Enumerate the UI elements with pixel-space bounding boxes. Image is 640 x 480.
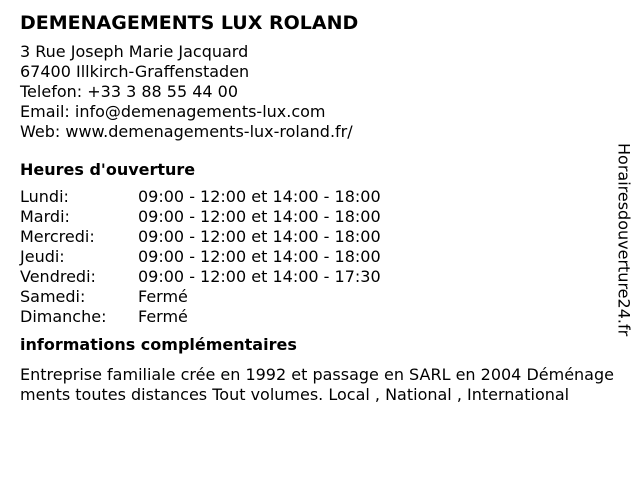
address-city: 67400 Illkirch-Graffenstaden <box>20 62 250 81</box>
phone: Telefon: +33 3 88 55 44 00 <box>20 82 239 101</box>
day-hours: 09:00 - 12:00 et 14:00 - 17:30 <box>138 267 381 286</box>
day-label: Samedi: <box>20 287 86 306</box>
day-label: Dimanche: <box>20 307 107 326</box>
hours-row-wednesday <box>20 227 610 247</box>
info-description: Entreprise familiale crée en 1992 et passage en SARL en 2004 Déménagements toutes distances Tout volumes. Local , National , International <box>20 365 614 404</box>
day-label: Jeudi: <box>20 247 65 266</box>
email: Email: info@demenagements-lux.com <box>20 102 326 121</box>
hours-row-thursday <box>20 247 610 267</box>
business-card <box>20 10 614 405</box>
day-label: Vendredi: <box>20 267 96 286</box>
contact-block <box>20 42 610 142</box>
day-hours: 09:00 - 12:00 et 14:00 - 18:00 <box>138 227 381 246</box>
hours-row-tuesday <box>20 207 610 227</box>
site-watermark: Horairesdouverture24.fr <box>614 143 634 337</box>
day-label: Lundi: <box>20 187 69 206</box>
hours-title: Heures d'ouverture <box>20 160 196 179</box>
day-hours: Fermé <box>138 287 188 306</box>
address-street: 3 Rue Joseph Marie Jacquard <box>20 42 249 61</box>
day-hours: 09:00 - 12:00 et 14:00 - 18:00 <box>138 207 381 226</box>
hours-table <box>20 187 610 327</box>
day-hours: Fermé <box>138 307 188 326</box>
hours-row-sunday <box>20 307 610 327</box>
hours-row-friday <box>20 267 610 287</box>
day-hours: 09:00 - 12:00 et 14:00 - 18:00 <box>138 247 381 266</box>
info-title: informations complémentaires <box>20 335 297 354</box>
company-name: DEMENAGEMENTS LUX ROLAND <box>20 12 359 34</box>
hours-row-saturday <box>20 287 610 307</box>
day-label: Mardi: <box>20 207 70 226</box>
hours-row-monday <box>20 187 610 207</box>
day-label: Mercredi: <box>20 227 95 246</box>
website: Web: www.demenagements-lux-roland.fr/ <box>20 122 353 141</box>
day-hours: 09:00 - 12:00 et 14:00 - 18:00 <box>138 187 381 206</box>
